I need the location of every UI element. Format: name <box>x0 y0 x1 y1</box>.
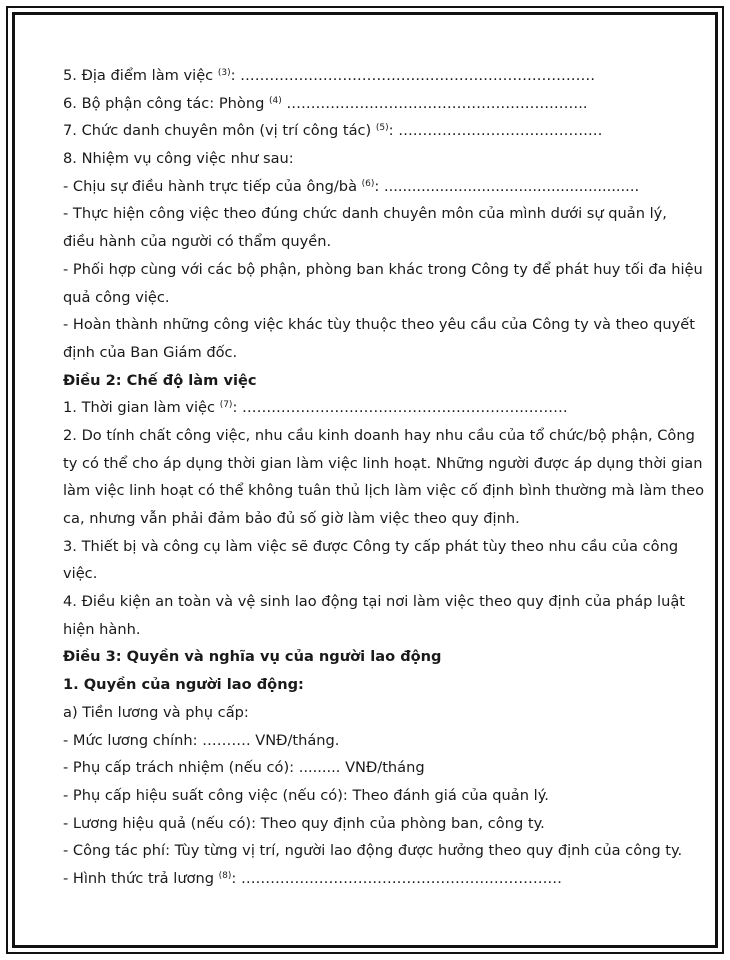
doc-line: - Hoàn thành những công việc khác tùy thuộc theo yêu cầu của Công ty và theo quyết <box>63 316 695 334</box>
doc-line: điều hành của người có thẩm quyền. <box>63 233 332 251</box>
doc-line: 6. Bộ phận công tác: Phòng $^{(4)}$ …………………………………………………….. <box>63 94 588 112</box>
doc-line: a) Tiền lương và phụ cấp: <box>63 703 249 721</box>
footnote-ref: (6) <box>361 178 375 189</box>
doc-line: - Thực hiện công việc theo đúng chức danh chuyên môn của mình dưới sự quản lý, <box>63 205 667 223</box>
doc-line: 2. Do tính chất công việc, nhu cầu kinh doanh hay nhu cầu của tổ chức/bộ phận, Công <box>63 426 695 444</box>
section-heading: Điều 3: Quyền và nghĩa vụ của người lao động <box>63 648 442 666</box>
doc-line: - Hình thức trả lương $^{(8)}$: ………………………………………………………… <box>63 869 563 887</box>
footnote-ref: (8) <box>218 870 232 881</box>
doc-line: 1. Thời gian làm việc $^{(7)}$: ………………………………………………….……… <box>63 399 568 417</box>
doc-line: - Phụ cấp hiệu suất công việc (nếu có): Theo đánh giá của quản lý. <box>63 786 549 804</box>
doc-line: - Công tác phí: Tùy từng vị trí, người lao động được hưởng theo quy định của công ty. <box>63 842 683 860</box>
doc-line: - Mức lương chính: ………. VNĐ/tháng. <box>63 731 340 749</box>
doc-line: việc. <box>63 565 98 583</box>
doc-line: 5. Địa điểm làm việc $^{(3)}$: ………………………………….…………………………… <box>63 67 596 84</box>
subsection-heading: 1. Quyền của người lao động: <box>63 676 304 694</box>
doc-line: làm việc linh hoạt có thể không tuân thủ lịch làm việc cố định bình thường mà làm theo <box>63 482 705 500</box>
doc-line: định của Ban Giám đốc. <box>63 343 238 361</box>
footnote-ref: (4) <box>268 95 282 106</box>
doc-line: 8. Nhiệm vụ công việc như sau: <box>63 150 294 168</box>
doc-line: - Lương hiệu quả (nếu có): Theo quy định của phòng ban, công ty. <box>63 814 545 832</box>
doc-line: - Phối hợp cùng với các bộ phận, phòng ban khác trong Công ty để phát huy tối đa hiệu <box>63 260 703 278</box>
footnote-ref: (5) <box>375 123 389 134</box>
doc-line: - Phụ cấp trách nhiệm (nếu có): ......... VNĐ/tháng <box>63 759 425 777</box>
doc-line: 3. Thiết bị và công cụ làm việc sẽ được Công ty cấp phát tùy theo nhu cầu của công <box>63 537 679 555</box>
doc-line: 4. Điều kiện an toàn và vệ sinh lao động tại nơi làm việc theo quy định của pháp luật <box>63 593 686 611</box>
doc-line: quả công việc. <box>63 288 170 306</box>
section-heading: Điều 2: Chế độ làm việc <box>63 371 257 389</box>
doc-line: 7. Chức danh chuyên môn (vị trí công tác) $^{(5)}$: …………………………………… <box>63 122 603 140</box>
footnote-ref: (3) <box>217 68 231 78</box>
footnote-ref: (7) <box>219 400 233 411</box>
doc-line: - Chịu sự điều hành trực tiếp của ông/bà $^{(6)}$: ....................................................... <box>63 177 640 195</box>
doc-line: ty có thể cho áp dụng thời gian làm việc linh hoạt. Những người được áp dụng thời gian <box>63 454 703 472</box>
doc-line: hiện hành. <box>63 620 141 638</box>
document-body <box>63 62 705 893</box>
doc-line: ca, nhưng vẫn phải đảm bảo đủ số giờ làm việc theo quy định. <box>63 510 520 527</box>
